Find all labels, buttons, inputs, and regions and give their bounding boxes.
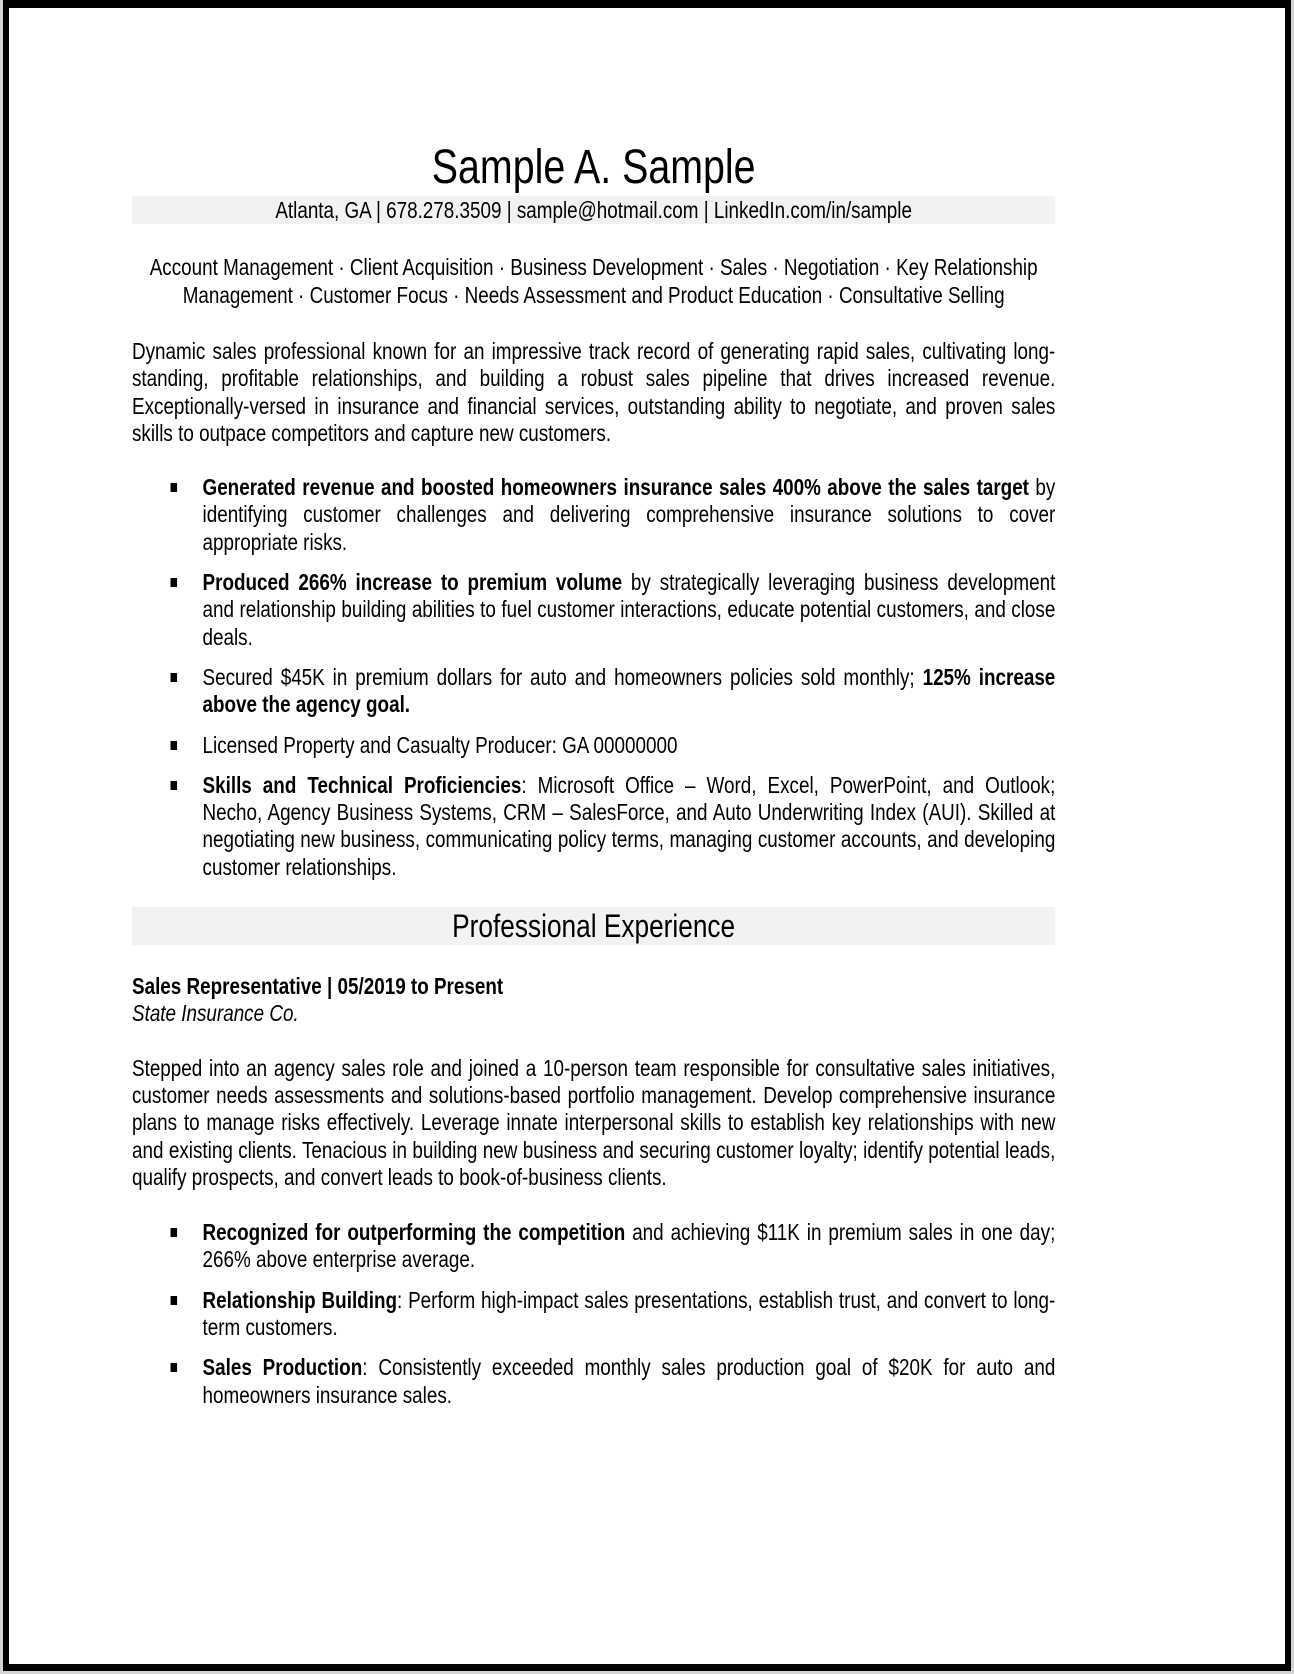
resume-content — [132, 140, 1055, 1409]
candidate-name: Sample A. Sample — [431, 141, 756, 194]
job-title: Sales Representative | 05/2019 to Present — [132, 973, 504, 1000]
bullet-square-icon — [171, 673, 178, 682]
achievement-item — [132, 1287, 1055, 1342]
bullet-square-icon — [171, 781, 178, 790]
highlight-item — [132, 664, 1055, 719]
bullet-square-icon — [171, 1228, 178, 1237]
contact-info: Atlanta, GA | 678.278.3509 | sample@hotmail.com | LinkedIn.com/in/sample — [132, 196, 1055, 224]
achievement-bold: Relationship Building — [202, 1286, 397, 1313]
highlight-item — [132, 474, 1055, 556]
achievement-text: and achieving $11K in premium sales in one day; 266% above enterprise average. — [202, 1219, 1056, 1273]
achievement-bold: Sales Production — [202, 1354, 363, 1381]
highlight-text: Licensed Property and Casualty Producer: GA 00000000 — [202, 731, 678, 758]
highlight-item — [132, 732, 1055, 759]
achievement-bold: Recognized for outperforming the competition — [202, 1219, 626, 1246]
highlights-list — [132, 474, 1055, 881]
bullet-square-icon — [171, 1296, 178, 1305]
section-heading-experience: Professional Experience — [132, 907, 1055, 945]
core-competencies: Account Management · Client Acquisition · Business Development · Sales · Negotiation · Key Relationship Management · Customer Focus · Needs Assessment and Product Education · Consultative Selling — [149, 254, 1038, 308]
highlight-text: by identifying customer challenges and delivering comprehensive insurance solutions to cover appropriate risks. — [202, 474, 1056, 555]
bullet-square-icon — [171, 741, 178, 750]
highlight-bold: 125% increase above the agency goal. — [202, 663, 1056, 718]
highlight-text: : Microsoft Office – Word, Excel, PowerPoint, and Outlook; Necho, Agency Business Systems, CRM – SalesForce, and Auto Underwriting Index (AUI). Skilled at negotiating new business, communicating policy terms, managing customer accounts, and developing customer relationships. — [202, 771, 1056, 880]
highlight-text: by strategically leveraging business development and relationship building abilities to fuel customer interactions, educate potential customers, and close deals. — [202, 569, 1056, 650]
bullet-square-icon — [171, 578, 178, 587]
achievement-item — [132, 1219, 1055, 1274]
bullet-square-icon — [171, 483, 178, 492]
highlight-text: Secured $45K in premium dollars for auto and homeowners policies sold monthly; — [202, 663, 923, 690]
highlight-bold: Skills and Technical Proficiencies — [202, 771, 522, 798]
highlight-bold: Produced 266% increase to premium volume — [202, 569, 623, 596]
professional-summary: Dynamic sales professional known for an impressive track record of generating rapid sales, cultivating long-standing, profitable relationships, and building a robust sales pipeline that drives increased revenue. Exceptionally-versed in insurance and financial services, outstanding ability to negotiate, and proven sales skills to outpace competitors and capture new customers. — [132, 338, 1056, 446]
achievement-item — [132, 1354, 1055, 1409]
achievement-text: : Consistently exceeded monthly sales production goal of $20K for auto and homeowners insurance sales. — [202, 1354, 1056, 1408]
highlight-item — [132, 569, 1055, 651]
achievement-text: : Perform high-impact sales presentations, establish trust, and convert to long-term customers. — [202, 1286, 1056, 1341]
bullet-square-icon — [171, 1363, 178, 1372]
job-description: Stepped into an agency sales role and joined a 10-person team responsible for consultative sales initiatives, customer needs assessments and solutions-based portfolio management. Develop comprehensive insurance plans to manage risks effectively. Leverage innate interpersonal skills to establish key relationships with new and existing clients. Tenacious in building new business and securing customer loyalty; identify potential leads, qualify prospects, and convert leads to book-of-business clients. — [132, 1054, 1056, 1190]
highlight-item — [132, 772, 1055, 881]
achievements-list — [132, 1219, 1055, 1409]
highlight-bold: Generated revenue and boosted homeowners insurance sales 400% above the sales target — [202, 474, 1029, 501]
company-name: State Insurance Co. — [132, 1000, 299, 1027]
